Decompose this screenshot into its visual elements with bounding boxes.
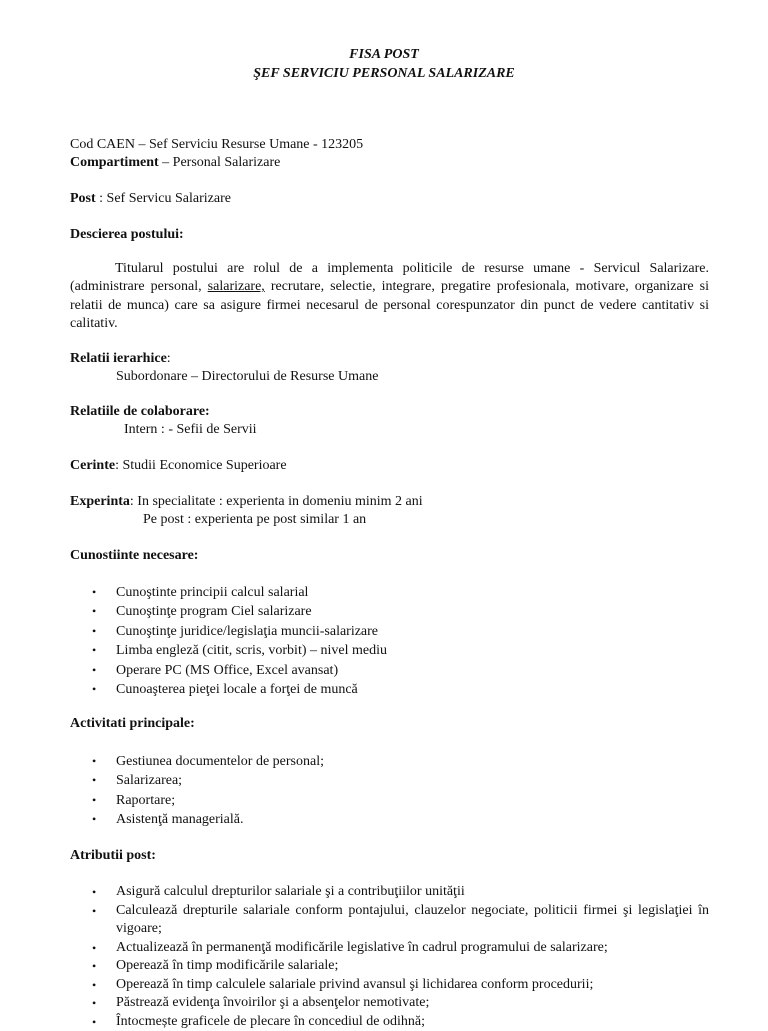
atributii-list-item: [70, 1013, 709, 1031]
atributii-item-text: Păstrează evidenţa învoirilor şi a absenţelor nemotivate;: [116, 995, 429, 1010]
activitati-list-item: [70, 771, 709, 790]
atributii-list-item: [70, 957, 709, 976]
cerinte-value: : Studii Economice Superioare: [115, 458, 286, 473]
cod-caen-line: Cod CAEN – Sef Serviciu Resurse Umane - 123205: [70, 136, 363, 154]
cunostiinte-list-item: [70, 661, 709, 680]
bullet-icon: •: [92, 810, 96, 829]
cunostiinte-heading: Cunostiinte necesare:: [70, 547, 198, 565]
cunostiinte-item-text: Cunoaşterea pieţei locale a forţei de muncă: [116, 682, 358, 697]
document-subtitle: ŞEF SERVICIU PERSONAL SALARIZARE: [0, 65, 768, 83]
relatii-ierarhice-colon: :: [167, 351, 171, 366]
atributii-list-item: [70, 939, 709, 958]
descriere-underlined-word: salarizare,: [208, 279, 265, 294]
cunostiinte-item-text: Operare PC (MS Office, Excel avansat): [116, 663, 338, 678]
bullet-icon: •: [92, 939, 96, 958]
bullet-icon: •: [92, 976, 96, 995]
compartiment-label: Compartiment: [70, 155, 159, 170]
bullet-icon: •: [92, 622, 96, 641]
bullet-icon: •: [92, 883, 96, 902]
bullet-icon: •: [92, 791, 96, 810]
atributii-item-text: Asigură calculul drepturilor salariale şi a contribuţiilor unităţii: [116, 884, 465, 899]
bullet-icon: •: [92, 902, 96, 921]
bullet-icon: •: [92, 661, 96, 680]
compartiment-line: [70, 154, 280, 172]
cerinte-label: Cerinte: [70, 458, 115, 473]
bullet-icon: •: [92, 771, 96, 790]
bullet-icon: •: [92, 602, 96, 621]
activitati-list: [70, 752, 709, 830]
post-label: Post: [70, 191, 96, 206]
cunostiinte-item-text: Cunoştinte principii calcul salarial: [116, 585, 308, 600]
descriere-text-end: recrutare, selectie, integrare, pregatire profesionala, motivare, organizare si relatii de munca) care sa asigure firmei necesarul de personal corespunzator din punct de vedere cantitativ si calitativ.: [70, 279, 709, 331]
post-line: [70, 190, 231, 208]
activitati-heading: Activitati principale:: [70, 715, 195, 733]
experinta-line: [70, 493, 423, 511]
cunostiinte-list-item: [70, 583, 709, 602]
cunostiinte-list-item: [70, 622, 709, 641]
post-value: : Sef Servicu Salarizare: [96, 191, 231, 206]
cunostiinte-item-text: Cunoştinţe program Ciel salarizare: [116, 604, 312, 619]
cunostiinte-list-item: [70, 641, 709, 660]
activitati-list-item: [70, 791, 709, 810]
descriere-paragraph: [70, 260, 709, 333]
bullet-icon: •: [92, 641, 96, 660]
relatii-colaborare-heading: Relatiile de colaborare:: [70, 403, 210, 421]
relatii-ierarhice-line: [70, 350, 171, 368]
experinta-value-1: : In specialitate : experienta in domeniu minim 2 ani: [130, 494, 423, 509]
document-title: FISA POST: [0, 46, 768, 64]
activitati-list-item: [70, 810, 709, 829]
bullet-icon: •: [92, 752, 96, 771]
bullet-icon: •: [92, 583, 96, 602]
cunostiinte-list-item: [70, 602, 709, 621]
cunostiinte-item-text: Limba engleză (citit, scris, vorbit) – nivel mediu: [116, 643, 387, 658]
relatii-ierarhice-value: Subordonare – Directorului de Resurse Umane: [116, 368, 378, 386]
relatii-colaborare-value: Intern : - Sefii de Servii: [124, 421, 257, 439]
cerinte-line: [70, 457, 287, 475]
cunostiinte-item-text: Cunoştinţe juridice/legislaţia muncii-salarizare: [116, 624, 378, 639]
descriere-text-start: Titularul postului are rolul de a implementa politicile de resurse umane - Servicul Salarizare. (administrare personal,: [70, 261, 709, 294]
experinta-value-2: Pe post : experienta pe post similar 1 an: [143, 511, 366, 529]
atributii-heading: Atributii post:: [70, 847, 156, 865]
activitati-list-item: [70, 752, 709, 771]
atributii-list-item: [70, 902, 709, 939]
activitati-item-text: Asistenţă managerială.: [116, 812, 244, 827]
cunostiinte-list-item: [70, 680, 709, 699]
atributii-item-text: Operează în timp calculele salariale privind avansul şi lichidarea conform procedurii;: [116, 977, 593, 992]
relatii-ierarhice-label: Relatii ierarhice: [70, 351, 167, 366]
activitati-item-text: Raportare;: [116, 793, 175, 808]
cunostiinte-list: [70, 583, 709, 699]
compartiment-value: – Personal Salarizare: [159, 155, 281, 170]
bullet-icon: •: [92, 680, 96, 699]
bullet-icon: •: [92, 994, 96, 1013]
atributii-list-item: [70, 883, 709, 902]
atributii-item-text: Operează în timp modificările salariale;: [116, 958, 338, 973]
bullet-icon: •: [92, 1013, 96, 1031]
atributii-list-item: [70, 976, 709, 995]
activitati-item-text: Salarizarea;: [116, 773, 182, 788]
atributii-item-text: Calculează drepturile salariale conform pontajului, clauzelor negociate, politicii firmei şi legislaţiei în vigoare;: [116, 903, 709, 937]
atributii-list-item: [70, 994, 709, 1013]
descriere-heading: Descierea postului:: [70, 226, 184, 244]
bullet-icon: •: [92, 957, 96, 976]
atributii-item-text: Actualizează în permanenţă modificările legislative în cadrul programului de salarizare;: [116, 940, 608, 955]
activitati-item-text: Gestiunea documentelor de personal;: [116, 754, 324, 769]
atributii-item-text: Întocmește graficele de plecare în concediul de odihnă;: [116, 1014, 425, 1029]
atributii-list: [70, 883, 709, 1031]
experinta-label: Experinta: [70, 494, 130, 509]
